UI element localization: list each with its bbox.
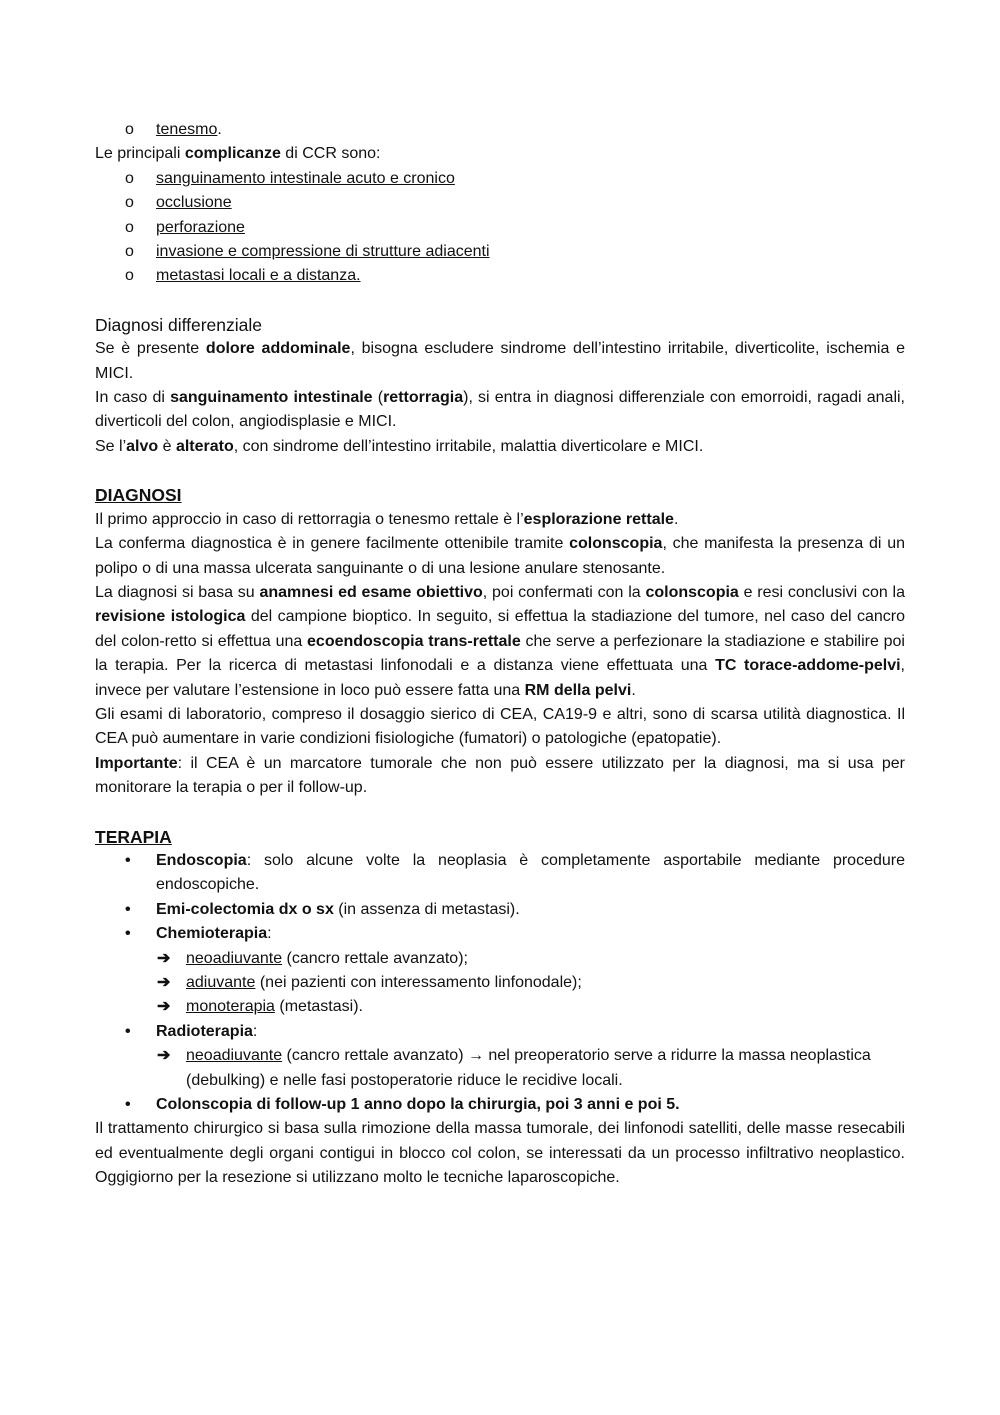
paragraph: Il trattamento chirurgico si basa sulla rimozione della massa tumorale, dei linfonodi satelliti, delle masse resecabili ed eventualmente degli organi contigui in blocco col colon, se interessati da un processo infiltrativo neoplastico. Oggigiorno per la resezione si utilizzano molto le tecniche laparoscopiche. xyxy=(95,1120,905,1187)
arrow-right-icon: ➔ xyxy=(157,949,171,967)
paragraph: In caso di sanguinamento intestinale (rettorragia), si entra in diagnosi differenziale con emorroidi, ragadi anali, diverticoli del colon, angiodisplasie e MICI. xyxy=(95,389,905,431)
list-item: • Radioterapia: xyxy=(95,1020,905,1044)
section-heading-terapia: TERAPIA xyxy=(95,826,172,847)
list-item: o perforazione xyxy=(95,216,905,240)
bullet-icon: • xyxy=(125,1022,131,1040)
paragraph: Importante: il CEA è un marcatore tumorale che non può essere utilizzato per la diagnosi, ma si usa per monitorare la terapia o per il follow-up. xyxy=(95,754,905,797)
sub-list-item: ➔ adiuvante (nei pazienti con interessamento linfonodale); xyxy=(95,971,905,995)
list-item: • Chemioterapia: xyxy=(95,922,905,946)
paragraph: Se è presente dolore addominale, bisogna escludere sindrome dell’intestino irritabile, diverticolite, ischemia e MICI. xyxy=(95,340,905,382)
bullet-icon: • xyxy=(125,851,131,869)
list-item-text: tenesmo xyxy=(156,121,218,138)
list-item: o sanguinamento intestinale acuto e cronico xyxy=(95,167,905,191)
sub-list-item: ➔ neoadiuvante (cancro rettale avanzato); xyxy=(95,947,905,971)
paragraph: Il primo approccio in caso di rettorragia o tenesmo rettale è l’esplorazione rettale. xyxy=(95,510,679,528)
list-item: o metastasi locali e a distanza. xyxy=(95,264,905,288)
arrow-right-icon: ➔ xyxy=(157,998,171,1016)
sub-list-item: ➔ neoadiuvante (cancro rettale avanzato) → nel preoperatorio serve a ridurre la massa neoplastica (debulking) e nelle fasi postoperatorie riduce le recidive locali. xyxy=(95,1044,905,1093)
bullet-icon: • xyxy=(125,925,131,943)
list-item: • Endoscopia: solo alcune volte la neoplasia è completamente asportabile mediante procedure endoscopiche. xyxy=(95,849,905,898)
complications-intro: Le principali complicanze di CCR sono: xyxy=(95,145,381,163)
paragraph: Se l’alvo è alterato, con sindrome dell’intestino irritabile, malattia diverticolare e MICI. xyxy=(95,437,704,455)
paragraph: La conferma diagnostica è in genere facilmente ottenibile tramite colonscopia, che manifesta la presenza di un polipo o di una massa ulcerata sanguinante o di una lesione anulare stenosante. xyxy=(95,535,905,577)
circle-bullet-icon: o xyxy=(125,169,134,187)
list-item: o invasione e compressione di strutture adiacenti xyxy=(95,240,905,264)
list-item: o tenesmo. xyxy=(95,118,905,142)
arrow-right-icon: ➔ xyxy=(157,1047,171,1065)
bullet-icon: • xyxy=(125,900,131,918)
list-item: • Emi-colectomia dx o sx (in assenza di metastasi). xyxy=(95,898,905,922)
circle-bullet-icon: o xyxy=(125,218,134,236)
list-item: o occlusione xyxy=(95,191,905,215)
bullet-icon: • xyxy=(125,1096,131,1114)
sub-list-item: ➔ monoterapia (metastasi). xyxy=(95,995,905,1019)
arrow-right-icon: ➔ xyxy=(157,974,171,991)
section-heading-diagnosi-differenziale: Diagnosi differenziale xyxy=(95,314,263,335)
paragraph: Gli esami di laboratorio, compreso il dosaggio sierico di CEA, CA19-9 e altri, sono di scarsa utilità diagnostica. Il CEA può aumentare in varie condizioni fisiologiche (fumatori) o patologiche (epatopatie). xyxy=(95,705,905,748)
circle-bullet-icon: o xyxy=(125,121,134,138)
document-body xyxy=(95,118,905,1191)
circle-bullet-icon: o xyxy=(125,243,134,261)
circle-bullet-icon: o xyxy=(125,267,134,285)
circle-bullet-icon: o xyxy=(125,194,134,212)
list-item: • Colonscopia di follow-up 1 anno dopo la chirurgia, poi 3 anni e poi 5. xyxy=(95,1093,905,1117)
section-heading-diagnosi: DIAGNOSI xyxy=(95,485,182,506)
paragraph: La diagnosi si basa su anamnesi ed esame obiettivo, poi confermati con la colonscopia e resi conclusivi con la revisione istologica del campione bioptico. In seguito, si effettua la stadiazione del tumore, nel caso del cancro del colon-retto si effettua una ecoendoscopia trans-rettale che serve a perfezionare la stadiazione e stabilire poi la terapia. Per la ricerca di metastasi linfonodali e a distanza viene effettuata una TC torace-addome-pelvi, invece per valutare l’estensione in loco può essere fatta una RM della pelvi. xyxy=(95,583,906,699)
